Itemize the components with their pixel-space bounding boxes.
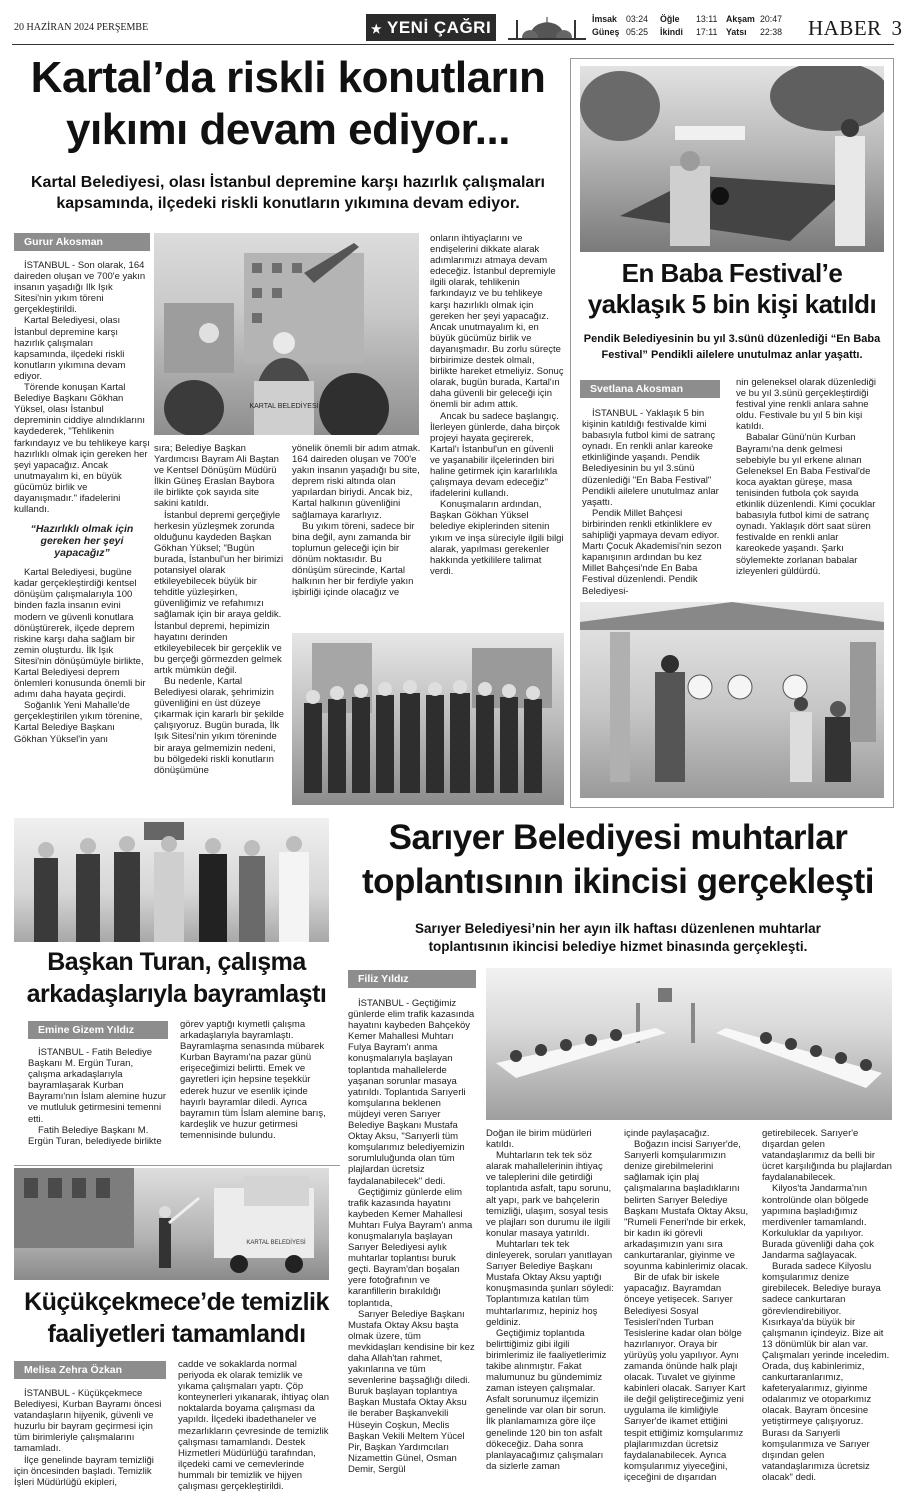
truck-text: KARTAL BELEDİYESİ bbox=[246, 1240, 306, 1246]
ikindi-label: İkindi bbox=[660, 27, 683, 37]
kucukcekmece-col-1: İSTANBUL - Küçükçekmece Belediyesi, Kurban Bayramı öncesi vatandaşların hijyenik, güvenli ve huzurlu bir bayram geçirmesi için tüm birimleriyle çalışmalarını tamamladı. İlçe genelinde bayram temizliği için öncesinden başladı. Temizlik İşleri Müdürlüğü ekipleri, bbox=[14, 1388, 162, 1488]
imsak-label: İmsak bbox=[592, 14, 617, 24]
section-name: HABER bbox=[808, 16, 882, 40]
mosque-skyline-icon bbox=[508, 14, 586, 41]
kartal-col-3: yönelik önemli bir adım atmak. 164 daireden oluşan ve 700'e yakın insanın yaşadığı bu site, deprem riski altında olan yapılardan biriydi. Ancak biz, Kartal halkının güvenliğini sağlamaya kararlıyız. Bu yıkım töreni, sadece bir bina değil, aynı zamanda bir toplumun geleceği için bir dönüm noktasıdır. Bu dönüşüm sürecinde, Kartal halkının her bir ferdiyle yakın işbirliği içinde olacağız ve bbox=[292, 443, 421, 599]
fatih-group-photo bbox=[14, 818, 329, 942]
gunes-time: 05:25 bbox=[626, 27, 649, 37]
enbaba-archery-photo bbox=[580, 602, 884, 798]
kartal-deck: Kartal Belediyesi, olası İstanbul depremine karşı hazırlık çalışmaları kapsamında, ilçedeki riskli konutların yıkımına devam ediyor. bbox=[30, 174, 545, 212]
fatih-col-1: İSTANBUL - Fatih Belediye Başkanı M. Ergün Turan, çalışma arkadaşlarıyla bayramlaşarak Kurban Bayramı'nın İslam alemine huzur ve mutluluk getirmesini temenni etti. Fatih Belediye Başkanı M. Ergün Turan, belediyede birlikte bbox=[28, 1047, 167, 1147]
kucukcekmece-byline: Melisa Zehra Özkan bbox=[14, 1361, 166, 1379]
enbaba-col-2: nin geleneksel olarak düzenlediği ve bu yıl 3.sünü gerçekleştirdiği festival yine renkli anlara sahne oldu. Festivale bu yıl 5 bin kişi katıldı. Babalar Günü'nün Kurban Bayramı'na denk gelmesi sebebiyle bu yıl erkene alınan Geleneksel En Baba Festival'de koca ayaktan güreşe, masa tenisinden futbola çok sayıda etkinlik düzenlendi. Kimi çocuklar babasıyla futbol kimi de satranç oynadı. Yaklaşık dört saat süren festivalde en renkli anlar kareokede yaşandı. Şarkı söylemekte zorlanan babalar izleyenleri güldürdü. bbox=[736, 377, 876, 577]
fatih-col-2: görev yaptığı kıymetli çalışma arkadaşlarıyla bayramlaştı. Bayramlaşma senasında mübarek Kurban Bayramı'na pazar günü erişeceğimizi belirtti. Emek ve gayretleri için hepsine teşekkür ederek huzur ve esenlik içinde hayırlı bayramlar diledi. Ayrıca bayramın tüm İslam alemine barış, kardeşlik ve huzur getirmesi temennisinde bulundu. bbox=[180, 1019, 326, 1141]
kucukcekmece-headline: Küçükçekmece’de temizlik faaliyetleri tamamlandı bbox=[24, 1288, 329, 1348]
kartal-group-photo bbox=[292, 633, 564, 805]
sariyer-headline: Sarıyer Belediyesi muhtarlar toplantısının ikincisi gerçekleşti bbox=[361, 818, 875, 901]
sariyer-col-1: İSTANBUL - Geçtiğimiz günlerde elim trafik kazasında hayatını kaybeden Bahçeköy Kemer Mahallesi Muhtarı Fulya Bayram'ı anma konuşmalarıyla başlayan toplantıda mahallelerde yaşanan sorunlar masaya yatırıldı. Toplantıda Sarıyerli komşularına beklenen müjdeyi veren Sarıyer Belediye Başkanı Mustafa Oktay Aksu, "Sarıyerli tüm komşularımız belediyemizin sorumluluğunda olan tüm plajlardan ücretsiz faydalanabilecek" dedi. Geçtiğimiz günlerde elim trafik kazasında hayatını kaybeden Kemer Mahallesi Muhtarı Fulya Bayram'ı anma konuşmalarıyla başlayan Sarıyer Belediyesi aylık muhtarlar toplantısı buruk geçti. Bayram'dan boşalan yere fotoğrafının ve karanfillerin bırakıldığı toplantıda, Sarıyer Belediye Başkanı Mustafa Oktay Aksu başta olmak üzere, tüm mevkidaşları kendisine bir kez daha Allah'tan rahmet, yakınlarına ve tüm sevenlerine başsağlığı diledi. Buruk başlayan toplantıya Başkan Mustafa Oktay Aksu ile beraber Başkanvekili Hüseyin Coşkun, Meclis Başkan Vekili Meltem Yücel Pir, Başkan Yardımcıları Nizamettin Günel, Osman Demir, Sergül bbox=[348, 998, 475, 1475]
aksam-label: Akşam bbox=[726, 14, 755, 24]
fatih-rule bbox=[14, 1165, 340, 1166]
masthead-date: 20 HAZİRAN 2024 PERŞEMBE bbox=[14, 22, 149, 33]
sariyer-byline: Filiz Yıldız bbox=[348, 970, 476, 988]
sariyer-col-3: içinde paylaşacağız. Boğazın incisi Sarıyer'de, Sarıyerli komşularımızın denize girebilmelerini sağlamak için plaj çalışmalarına başladıklarını belirten Sarıyer Belediye Başkanı Mustafa Oktay Aksu, "Rumeli Feneri'nde bir erkek, bir kadın iki görevli arkadaşımızın yanı sıra cankurtaranlar, giyinme ve soyunma kabinlerimiz olacak. Bir de ufak bir iskele yapacağız. Bayramdan önceye yetişecek. Sarıyer Belediyesi Sosyal Tesisleri'nden Turban Tesislerine kadar olan bölge hazırlanıyor. Oraya bir yürüyüş yolu yapılıyor. Aynı zamanda önünde halk plajı olacak. Tuvalet ve giyinme kabinleri olacak. Sarıyer Kart ile değil geliştireceğimiz yeni uygulama ile kimliğiyle Sarıyer'de ikamet ettiğini tespit ettiğimiz komşularımız plajlarımızdan ücretsiz faydalanabilecek. Ayrıca komşularımız yiyeceğini, içeceğini de dışarıdan bbox=[624, 1128, 749, 1483]
logo-text: YENİ ÇAĞRI bbox=[387, 18, 492, 37]
sariyer-deck: Sarıyer Belediyesi’nin her ayın ilk haftası düzenlenen muhtarlar toplantısının ikincisi belediye hizmet binasında gerçekleşti. bbox=[415, 921, 821, 954]
gunes-label: Güneş bbox=[592, 27, 620, 37]
ikindi-time: 17:11 bbox=[696, 27, 718, 37]
sariyer-col-2: Doğan ile birim müdürleri katıldı. Muhtarların tek tek söz alarak mahallelerinin ihtiyaç ve taleplerini dile getirdiği toplantıda asfalt, tapu sorunu, alt yapı, park ve bahçelerin temizliği, ulaşım, sosyal tesis ve plajları son durumu ile ilgili konular masaya yatırıldı. Muhtarları tek tek dinleyerek, soruları yanıtlayan Sarıyer Belediye Başkanı Mustafa Oktay Aksu yaptığı konuşmasında şunları söyledi: Toplantımıza katılan tüm muhtarlarımız, hepiniz hoş geldiniz. Geçtiğimiz toplantıda belirttiğimiz gibi ilgili birimlerimiz ile faaliyetlerimiz takibe alınmıştır. Fakat malumunuz bu gündemimiz zaman isteyen çalışmalar. Asfalt sorunumuz ilçemizin genelinde var olan bir sorun. İlk planlamamıza göre ilçe genelinde 120 bin ton asfalt dökeceğiz. Daha sonra planlayacağımız çalışmaları da sizlerle zaman bbox=[486, 1128, 614, 1472]
enbaba-col-1: İSTANBUL - Yaklaşık 5 bin kişinin katıldığı festivalde kimi babasıyla futbol kimi de satranç oynadı. En renkli anlar kareoke etkinliğinde yaşandı. Pendik Belediyesinin bu yıl 3.sünü düzenlediği "En Baba Festival" Pendikli ailelere unutulmaz anlar yaşattı. Pendik Millet Bahçesi birbirinden renkli etkinliklere ev sahipliği yapmaya devam ediyor. Martı Çocuk Akademisi'nin sezon kapanışının ardından bu kez Millet Bahçesi'nde En Baba Festival düzenlendi. Pendik Belediyesi- bbox=[582, 408, 722, 597]
logo-star-icon: ★ bbox=[370, 22, 383, 36]
page-number: 3 bbox=[891, 16, 903, 40]
yatsi-label: Yatsı bbox=[726, 27, 747, 37]
masthead-rule bbox=[12, 44, 894, 45]
enbaba-table-tennis-photo bbox=[580, 66, 884, 252]
sariyer-col-4: getirebilecek. Sarıyer'e dışardan gelen vatandaşlarımız da belli bir ücret karşılığında bu plajlardan faydalanabilecek. Kilyos'ta Jandarma'nın kontrolünde olan bölgede yapımına başladığımız merdivenler tamamlandı. Korkuluklar da yapılıyor. Burada güvenliği daha çok Jandarma sağlayacak. Burada sadece Kilyoslu komşularımız denize girebilecek. Belediye buraya sadece cankurtaran görevlendirebiliyor. Kısırkaya'da büyük bir çalışmanın içindeyiz. Bize ait 13 dönümlük bir alan var. Çalışmaları yerinde inceledim. Orada, duş kabinlerimiz, cankurtaranlarımız, kafeteryalarımız, giyinme odalarımız ve otoparkımız olacak. Bayram öncesine yetiştirmeye çalışıyoruz. Burası da Sarıyerli komşularımıza ve Sarıyer dışından gelen vatandaşlarımıza ücretsiz olacak" dedi. bbox=[762, 1128, 892, 1483]
section-label bbox=[808, 16, 902, 41]
masthead-logo bbox=[366, 14, 496, 41]
kartal-col-2: sıra; Belediye Başkan Yardımcısı Bayram Ali Baştan ve Kentsel Dönüşüm Müdürü İlkin Güneş Eraslan Baybora ile birlikte çok sayıda site sakini katıldı. İstanbul depremi gerçeğiyle herkesin yüzleşmek zorunda olduğunu kaydeden Başkan Gökhan Yüksel; "Bugün burada, İstanbul'un her birimizi potansiyel olarak etkileyebilecek büyük bir tehditle yüzleşirken, güvenliğimiz ve refahımızı sağlamak için bir araya geldik. İstanbul depremi, hepimizin hayatını derinden etkileyebilecek bir gerçeklik ve bu gerçeği görmezden gelmek artık mümkün değil. Bu nedenle, Kartal Belediyesi olarak, şehrimizin güvenliğini en üst düzeye çıkarmak için kararlı bir şekilde çalışıyoruz. Bugün burada, İlk Işık Sitesi'nin yıkım töreninde bir araya gelmemizin nedeni, bu bölgedeki riskli konutların dönüşümüne bbox=[154, 443, 284, 776]
enbaba-deck: Pendik Belediyesinin bu yıl 3.sünü düzenlediği “En Baba Festival” Pendikli ailelere unutulmaz anlar yaşattı. bbox=[583, 333, 881, 361]
aksam-time: 20:47 bbox=[760, 14, 783, 24]
kartal-col-4: onların ihtiyaçlarını ve endişelerini dikkate alarak adımlarımızı atmaya devam edeceğiz. İstanbul depremiyle ilgili olarak, tehlikenin farkındayız ve bu tehlikeye karşı hazırlıklı olmak için gereken her şeyi yapacağız. Ancak unutmayalım ki, en büyük gücümüz birlik ve dayanışmadır. Bu zorlu süreçte birbirimize destek olmalı, birlikte hareket etmeliyiz. Sonuç olarak, bugün burada, Kartal'ın daha güvenli bir geleceği için önemli bir adım attık. Ancak bu sadece başlangıç. İlerleyen günlerde, daha birçok projeyi hayata geçirerek, Kartal'ı İstanbul'un en güvenli ve yaşanabilir ilçelerinden biri haline getirmek için kararlılıkla çalışmaya devam edeceğiz" ifadelerini kullandı. Konuşmaların ardından, Başkan Gökhan Yüksel belediye ekiplerinden sitenin yıkım ve inşa süreciyle ilgili bilgi alarak, yapılması gerekenler hakkında yetkililere talimat verdi. bbox=[430, 233, 564, 577]
ogle-time: 13:11 bbox=[696, 14, 718, 24]
ogle-label: Öğle bbox=[660, 14, 680, 24]
fatih-headline: Başkan Turan, çalışma arkadaşlarıyla bayramlaştı bbox=[26, 948, 327, 1008]
enbaba-headline: En Baba Festival’e yaklaşık 5 bin kişi katıldı bbox=[587, 258, 877, 319]
fatih-byline: Emine Gizem Yıldız bbox=[28, 1021, 168, 1039]
imsak-time: 03:24 bbox=[626, 14, 649, 24]
kucukcekmece-cleaning-photo bbox=[14, 1168, 329, 1280]
kartal-headline: Kartal’da riskli konutların yıkımı devam ediyor... bbox=[30, 53, 546, 154]
kartal-byline: Gurur Akosman bbox=[14, 233, 150, 251]
kucukcekmece-col-2: cadde ve sokaklarda normal periyoda ek olarak temizlik ve yıkama çalışmaları yaptı. Çöp konteynerleri yıkanarak, ihtiyaç olan noktalarda boyama çalışması da yapıldı. İlçedeki ibadethaneler ve mezarlıkların çevresinde de temizlik çalışması tamamlandı. Destek Hizmetleri Müdürlüğü tarafından, ilçedeki cami ve cemevlerinde hummalı bir temizlik ve hijyen çalışması gerçekleştirildi. bbox=[178, 1359, 330, 1493]
vest-text: KARTAL BELEDİYESİ bbox=[249, 403, 319, 410]
yatsi-time: 22:38 bbox=[760, 27, 783, 37]
kartal-demolition-photo bbox=[154, 233, 419, 435]
sariyer-meeting-photo bbox=[486, 968, 892, 1120]
enbaba-byline: Svetlana Akosman bbox=[580, 380, 720, 398]
kartal-col-1: İSTANBUL - Son olarak, 164 daireden oluşan ve 700'e yakın insanın yaşadığı Ilk Işık Sitesi'nin yıkım töreni gerçekleştirildi. Kartal Belediyesi, olası İstanbul depremine karşı hazırlık çalışmaları kapsamında, ilçedeki riskli konutların yıkımına devam ediyor. Törende konuşan Kartal Belediye Başkanı Gökhan Yüksel, olası İstanbul depreminin ciddiye alındıklarını kaydederek, "Tehlikenin farkındayız ve bu tehlikeye karşı hazırlıklı olmak için gereken her şeyi yapacağız. Ancak unutmayalım ki, en büyük gücümüz birlik ve dayanışmadır." ifadelerini kullandı. “Hazırlıklı olmak için gereken her şeyi yapacağız” Kartal Belediyesi, bugüne kadar gerçekleştirdiği kentsel dönüşüm çalışmalarıyla 100 binden fazla insanın evini modern ve güvenli konutlara dönüştürerek, ilçede deprem riskine karşı daha sağlam bir zemin oluşturdu. İlk Işık Sitesi'nin dönüşümüyle birlikte, Kartal Belediyesi deprem önlemleri konusunda önemli bir adımı daha hayata geçirdi. Soğanlık Yeni Mahalle'de gerçekleştirilen yıkım törenine, Kartal Belediye Başkanı Gökhan Yüksel'in yanı bbox=[14, 260, 150, 745]
